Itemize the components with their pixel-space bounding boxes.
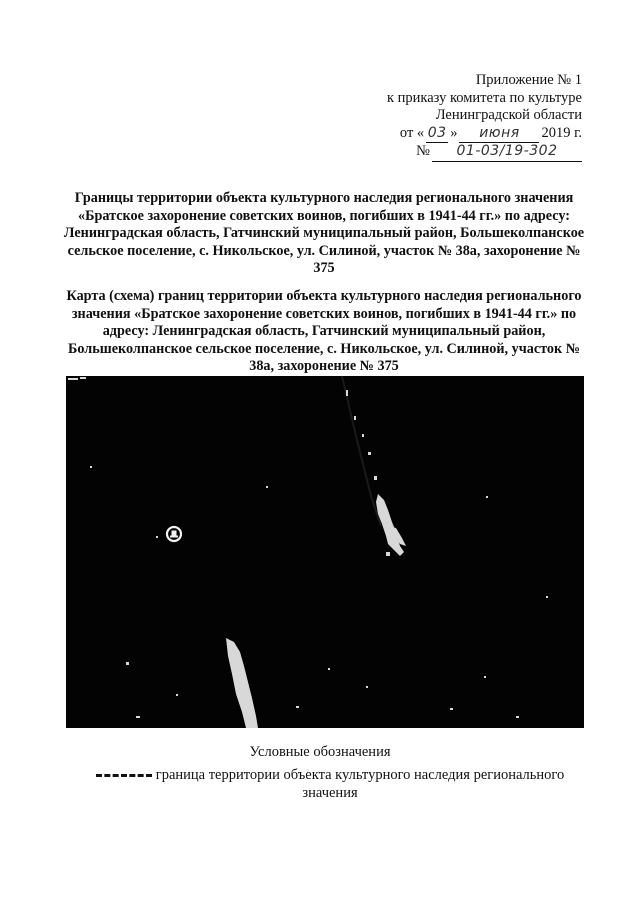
dark-aerial-map: [66, 376, 584, 728]
map-caption: Карта (схема) границ территории объекта культурного наследия регионального значения «Братское захоронение советских воинов, погибших в 1941-44 гг.» по адресу: Ленинградская область, Гатчинский муниципальный район, Большеколпанское сельское поселение, с. Никольское, ул. Силиной, участок № 38а, захоронение № 375: [66, 288, 582, 374]
order-number: № 01-03/19-302: [352, 143, 582, 162]
dashed-boundary-symbol: [96, 774, 152, 777]
appendix-number: Приложение № 1: [475, 72, 582, 88]
legend-item-label: граница территории объекта культурного наследия регионального значения: [155, 767, 565, 801]
legend-item: [90, 767, 570, 802]
handwritten-month: июня: [459, 125, 539, 144]
appendix-header: [352, 72, 582, 162]
boundary-map-image: [66, 376, 584, 728]
handwritten-day: 03: [426, 125, 448, 144]
order-reference: к приказу комитета по культуре: [386, 89, 582, 106]
handwritten-order-number: 01-03/19-302: [432, 143, 582, 162]
committee-region: Ленинградской области: [435, 107, 582, 123]
legend-title: Условные обозначения: [249, 744, 391, 760]
order-date: от « 03 » июня 2019 г.: [352, 125, 582, 144]
document-title: Границы территории объекта культурного наследия регионального значения «Братское захоронение советских воинов, погибших в 1941-44 гг.» по адресу: Ленинградская область, Гатчинский муниципальный район, Большеколпанское сельское поселение, с. Никольское, ул. Силиной, участок № 38а, захоронение № 375: [63, 190, 585, 276]
